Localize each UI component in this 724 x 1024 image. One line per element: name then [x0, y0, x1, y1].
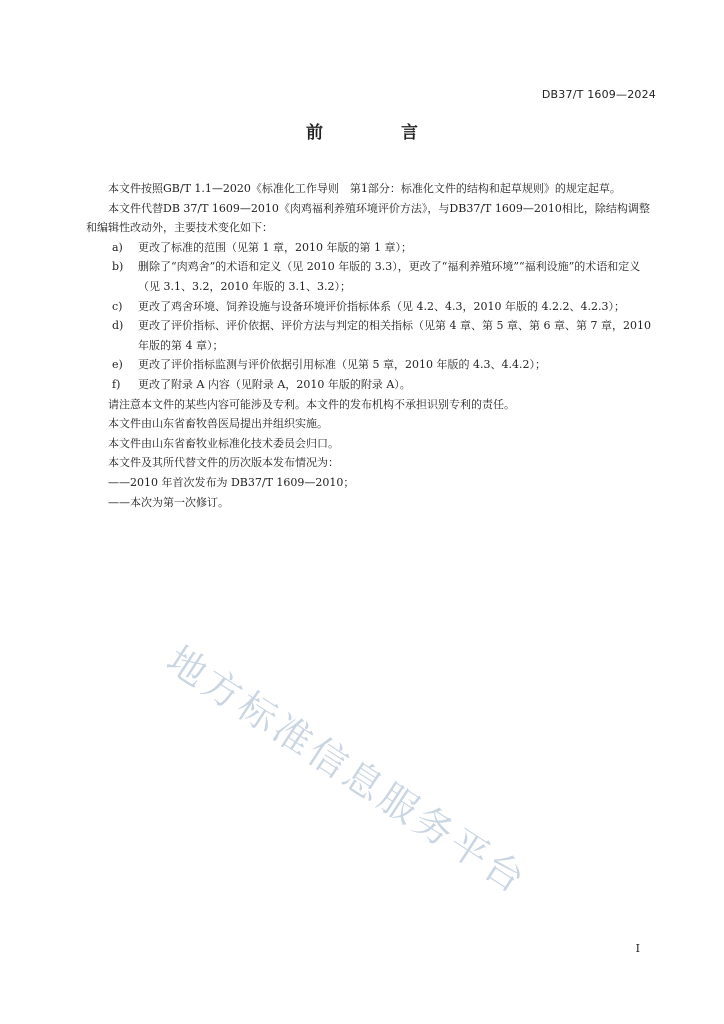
watermark: 地方标准信息服务平台 — [159, 637, 536, 904]
change-item-text: 更改了评价指标监测与评价依据引用标准（见第 5 章，2010 年版的 4.3、4.4.2）； — [138, 358, 546, 372]
patent-notice: 请注意本文件的某些内容可能涉及专利。本文件的发布机构不承担识别专利的责任。 — [108, 397, 515, 411]
document-code: DB37/T 1609—2024 — [541, 88, 656, 101]
change-item-e — [86, 355, 658, 375]
change-item-text: 删除了“肉鸡舍”的术语和定义（见 2010 年版的 3.3），更改了“福利养殖环境”“福利设施”的术语和定义（见 3.1、3.2，2010 年版的 3.1、3.2）； — [138, 260, 641, 293]
change-item-d — [86, 316, 658, 355]
history-entry-2: ——本次为第一次修订。 — [108, 495, 229, 509]
change-item-text: 更改了附录 A 内容（见附录 A，2010 年版的附录 A）。 — [138, 377, 411, 391]
change-item-c — [86, 297, 658, 317]
history-entry-1: ——2010 年首次发布为 DB37/T 1609—2010； — [108, 475, 355, 489]
change-item-label: f) — [112, 377, 121, 391]
change-item-text: 更改了评价指标、评价依据、评价方法与判定的相关指标（见第 4 章、第 5 章、第 6 章、第 7 章，2010 年版的第 4 章）； — [138, 319, 651, 352]
change-item-text: 更改了标准的范围（见第 1 章，2010 年版的第 1 章）； — [138, 240, 412, 254]
change-item-text: 更改了鸡舍环境、饲养设施与设备环境评价指标体系（见 4.2、4.3，2010 年版的 4.2.2、4.2.3）； — [138, 299, 625, 313]
change-item-a — [86, 238, 658, 258]
document-body — [86, 179, 658, 512]
paragraph-replacement: 本文件代替DB 37/T 1609—2010《肉鸡福利养殖环境评价方法》，与DB37/T 1609—2010相比，除结构调整和编辑性改动外，主要技术变化如下： — [86, 201, 650, 235]
change-item-label: e) — [112, 358, 123, 372]
page-title: 前 言 — [306, 123, 454, 143]
paragraph-drafting-basis: 本文件按照GB/T 1.1—2020《标准化工作导则 第1部分：标准化文件的结构和起草规则》的规定起草。 — [108, 182, 621, 195]
change-item-f — [86, 375, 658, 395]
proposer-statement: 本文件由山东省畜牧兽医局提出并组织实施。 — [108, 417, 328, 431]
centralized-statement: 本文件由山东省畜牧业标准化技术委员会归口。 — [108, 436, 339, 450]
change-item-label: a) — [112, 240, 123, 254]
change-item-b — [86, 257, 658, 296]
page-number: I — [635, 942, 640, 955]
change-item-label: d) — [112, 319, 124, 333]
change-item-label: c) — [112, 299, 123, 313]
history-intro: 本文件及其所代替文件的历次版本发布情况为： — [108, 456, 339, 470]
change-item-label: b) — [112, 260, 124, 274]
